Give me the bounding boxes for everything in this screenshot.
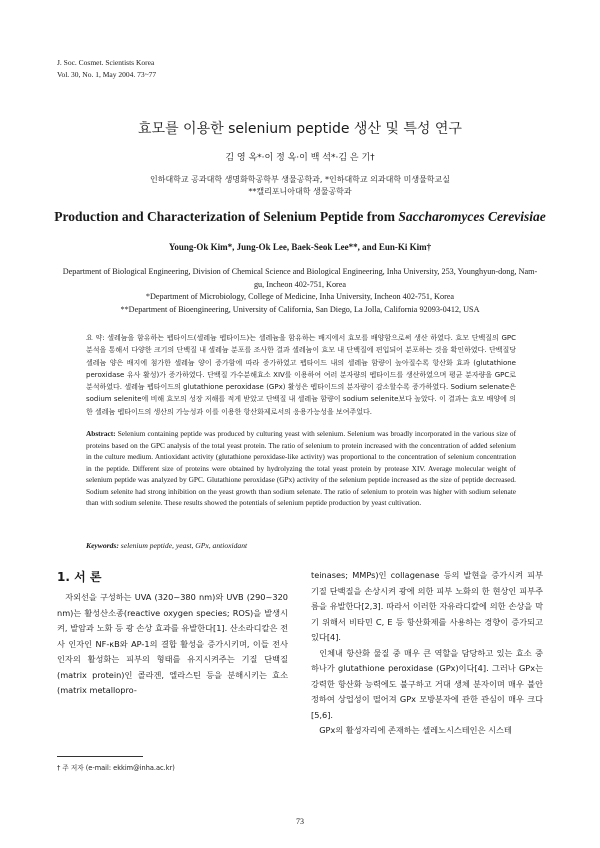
abstract-label: Abstract: [86, 429, 116, 438]
english-affiliation-3: **Department of Bioengineering, University of California, San Diego, La Jolla, California 92093-0412, USA [120, 304, 480, 314]
body-left-column [57, 568, 288, 699]
body-paragraph: 인체내 항산화 물질 중 매우 큰 역할을 담당하고 있는 효소 중 하나가 glutathione peroxidase (GPx)이다[4]. 그러나 GPx는 강력한 항산화 능력에도 불구하고 거대 생체 분자이며 매우 불안정하여 상업성이 떨어져 GPx 모방분자에 관한 관심이 매우 크다[5,6]. [311, 647, 543, 720]
keywords-label: Keywords: [86, 541, 119, 550]
keywords-text: selenium peptide, yeast, GPx, antioxidant [118, 541, 248, 550]
body-paragraph: teinases; MMPs)인 collagenase 등의 발현을 증가시켜 피부 기질 단백질을 손상시켜 광에 의한 피부 노화의 한 현상인 피부주름을 유발한다[2,3]. 따라서 이러한 자유라디칼에 의한 손상을 막기 위해서 비타민 C, E 등 항산화제를 사용하는 경향이 증가되고 있다[4]. [311, 570, 543, 642]
section-heading-introduction: 1. 서 론 [57, 570, 102, 584]
body-paragraph: 자외선을 구성하는 UVA (320~380 nm)와 UVB (290~320 nm)는 활성산소종(reactive oxygen species; ROS)을 발생시켜, 발암과 노화 등 광 손상 효과를 유발한다[1]. 산소라디칼은 전사 인자인 NF-κB와 AP-1의 결합 활성을 증가시키며, 이들 전사 인자의 활성화는 피부의 형태를 유지시켜주는 기질 단백질(matrix protein)인 콜라겐, 엘라스틴 등을 분해시키는 효소(matrix metallopro- [57, 592, 288, 695]
korean-title: 효모를 이용한 selenium peptide 생산 및 특성 연구 [138, 121, 462, 137]
english-title-main: Production and Characterization of Selenium Peptide from [54, 209, 399, 224]
keywords [86, 541, 247, 550]
korean-affiliation-1: 인하대학교 공과대학 생명화학공학부 생물공학과, *인하대학교 의과대학 미생물학교실 [149, 175, 450, 184]
abstract-text: Selenium containing peptide was produced by culturing yeast with selenium. Selenium was broadly incorporated in the various size of proteins based on the GPC analysis of the total yeast protein. The ratio of selenium to protein increased with the concentration of added selenium in the culture medium. Antioxidant activity (glutathione peroxidase-like activity) was proportional to the concentration of selenium concentration in the peptide. Different size of proteins were obtained by hydrolyzing the total yeast protein by protease XIV. Average molecular weight of selenium peptide was analyzed by GPC. Glutathione peroxidase (GPx) activity of the selenium peptide increased as the size of peptide decreased. Sodium selenite had strong inhibition on the yeast growth than sodium selenate. The ratio of selenium to protein was higher with sodium selenate than with sodium selenite. These results showed the potentials of selenium peptide production by yeast cultivation. [86, 429, 516, 507]
page-number: 73 [296, 817, 304, 826]
journal-volume: Vol. 30, No. 1, May 2004. 73~77 [57, 70, 157, 79]
journal-name: J. Soc. Cosmet. Scientists Korea [57, 58, 155, 67]
english-affiliation-2: *Department of Microbiology, College of Medicine, Inha University, Incheon 402-751, Korea [145, 292, 455, 301]
korean-affiliations [0, 174, 600, 198]
english-affiliation-1: Department of Biological Engineering, Division of Chemical Science and Biological Engineering, Inha University, 253, Younghyun-dong, Nam-gu, Incheon 402-751, Korea [62, 267, 538, 289]
korean-affiliation-2: **캘리포니아대학 생물공학과 [248, 187, 352, 196]
english-title-species: Saccharomyces Cerevisiae [398, 209, 546, 224]
english-authors: Young-Ok Kim*, Jung-Ok Lee, Baek-Seok Lee**, and Eun-Ki Kim† [168, 242, 432, 252]
journal-header [57, 57, 156, 81]
footnote: † 주 저자 (e-mail: ekkim@inha.ac.kr) [57, 764, 175, 772]
english-title [0, 209, 600, 225]
body-paragraph: GPx의 활성자리에 존재하는 셀레노시스테인은 시스테 [319, 725, 512, 735]
english-abstract [86, 428, 516, 509]
korean-abstract: 요 약: 셀레늄을 함유하는 펩타이드(셀레늄 펩타이드)는 셀레늄을 함유하는 배지에서 효모를 배양함으로써 생산 하였다. 효모 단백질의 GPC 분석을 통해서 다양한 크기의 단백질 내 셀레늄 분포를 조사한 결과 셀레늄이 효모 내 단백질에 편입되어 분포하는 것을 확인하였다. 단백질당 셀레늄 양은 배지에 첨가한 셀레늄 양이 증가함에 따라 증가하였고 펩타이드 내의 셀레늄 함량이 높아질수록 항산화 효과 (glutathione peroxidase 유사 활성)가 증가하였다. 단백질 가수분해효소 XIV를 이용하여 여러 분자량의 펩타이드를 생산하였으며 평균 분자량을 GPC로 분석하였다. 셀레늄 펩타이드의 glutathione peroxidase (GPx) 활성은 펩타이드의 분자량이 감소할수록 증가하였다. Sodium selenate은 sodium selenite에 비해 효모의 성장 저해를 적게 받았고 단백질 내 셀레늄 함량이 sodium selenite보다 높았다. 이 결과는 효모 배양에 의한 셀레늄 펩타이드의 생산의 가능성과 이를 이용한 항산화제로서의 응용가능성을 보여주었다. [86, 334, 516, 416]
english-affiliations [60, 266, 540, 316]
body-right-column [311, 568, 543, 739]
footnote-divider [57, 756, 143, 757]
korean-authors: 김 영 옥*·이 정 옥·이 백 석*·김 은 기† [225, 153, 375, 163]
